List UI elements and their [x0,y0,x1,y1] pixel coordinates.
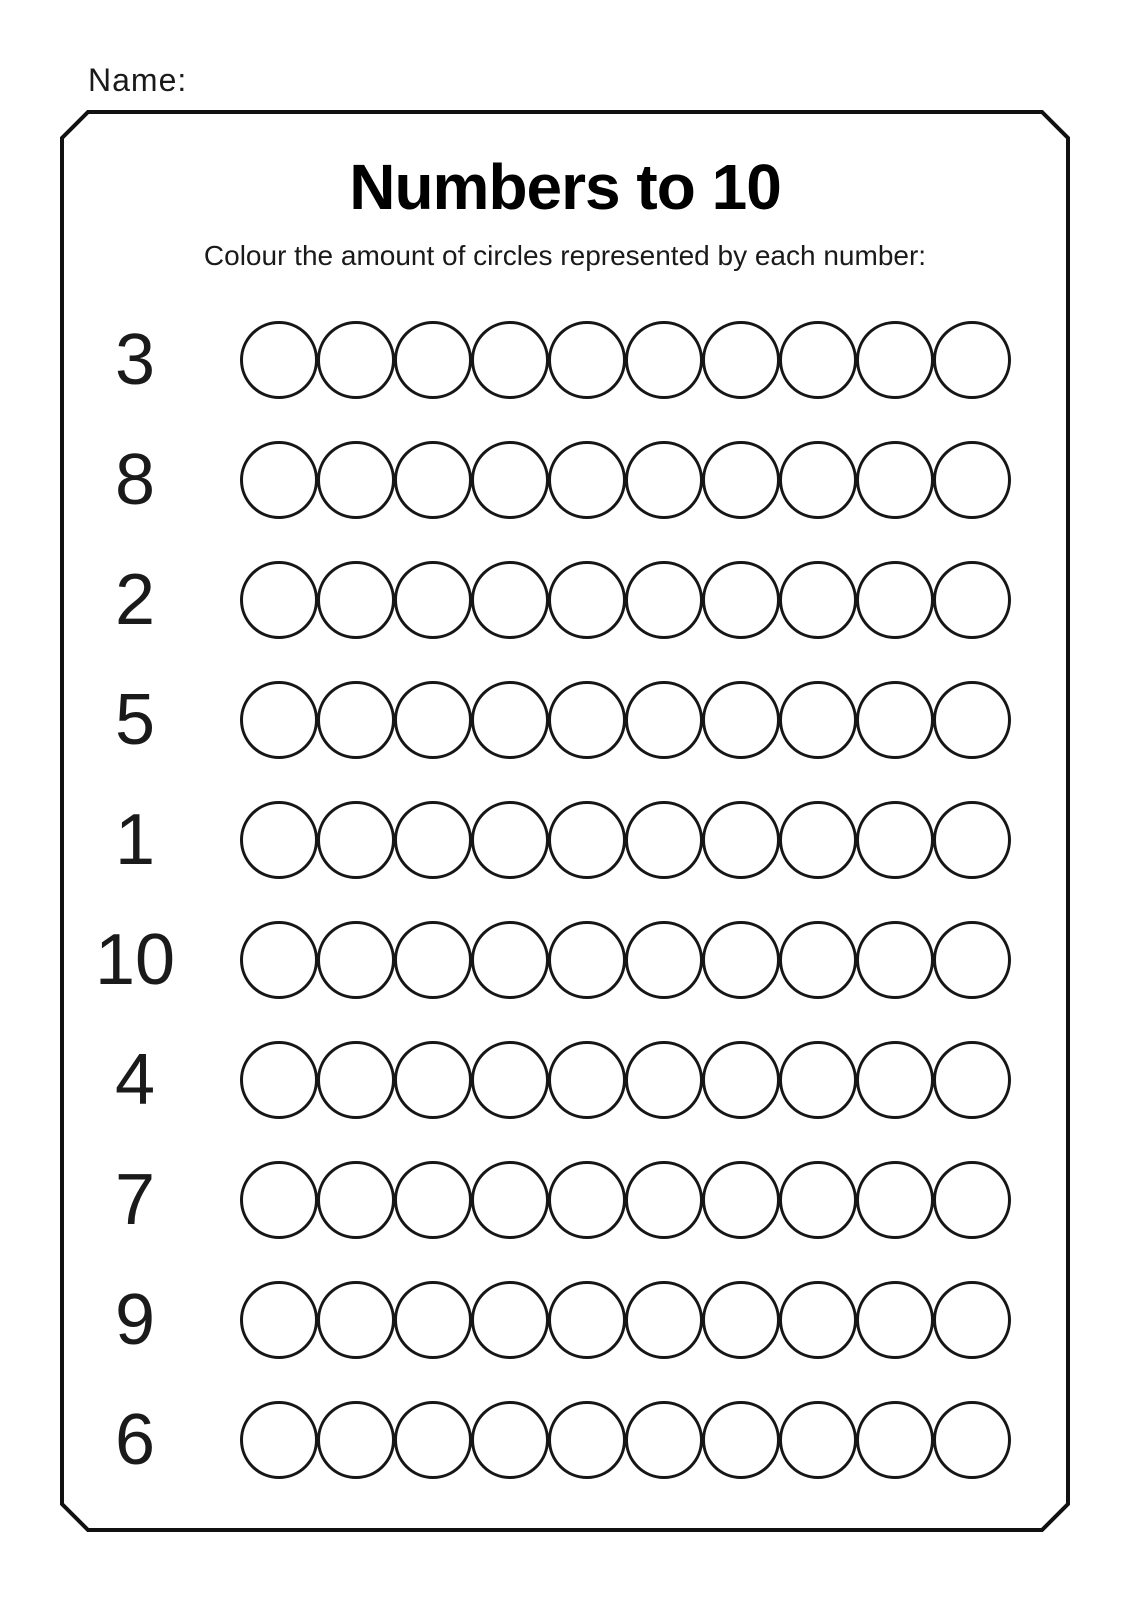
colorable-circle [702,1281,780,1359]
colorable-circle [856,1161,934,1239]
colorable-circle [779,681,857,759]
colorable-circle [317,1281,395,1359]
colorable-circle [779,801,857,879]
row-number-label: 10 [94,920,176,1000]
colorable-circle [471,681,549,759]
colorable-circle [548,441,626,519]
colorable-circle [856,1401,934,1479]
colorable-circle [240,1041,318,1119]
colorable-circle [394,681,472,759]
colorable-circle [394,441,472,519]
colorable-circle [933,921,1011,999]
number-row [60,900,1070,1020]
colorable-circle [394,1281,472,1359]
number-row [60,780,1070,900]
colorable-circle [779,1401,857,1479]
colorable-circle [702,561,780,639]
colorable-circle [548,321,626,399]
colorable-circle [240,441,318,519]
colorable-circle [856,801,934,879]
colorable-circle [394,1161,472,1239]
colorable-circle [317,681,395,759]
colorable-circle [471,1401,549,1479]
colorable-circle [240,321,318,399]
number-row [60,300,1070,420]
circle-group [240,1041,1010,1119]
circle-group [240,1401,1010,1479]
colorable-circle [394,921,472,999]
colorable-circle [856,321,934,399]
circle-group [240,321,1010,399]
colorable-circle [625,681,703,759]
colorable-circle [856,1281,934,1359]
colorable-circle [240,681,318,759]
colorable-circle [625,1041,703,1119]
colorable-circle [933,321,1011,399]
colorable-circle [933,1281,1011,1359]
colorable-circle [933,441,1011,519]
colorable-circle [548,801,626,879]
colorable-circle [625,801,703,879]
colorable-circle [933,561,1011,639]
colorable-circle [625,921,703,999]
number-row [60,660,1070,780]
number-row [60,1140,1070,1260]
colorable-circle [779,441,857,519]
colorable-circle [240,1161,318,1239]
colorable-circle [779,561,857,639]
row-number-label: 4 [114,1040,156,1120]
colorable-circle [471,801,549,879]
colorable-circle [779,921,857,999]
colorable-circle [548,561,626,639]
circle-group [240,1161,1010,1239]
name-label: Name: [88,62,188,98]
colorable-circle [240,1401,318,1479]
colorable-circle [240,801,318,879]
colorable-circle [240,561,318,639]
number-row [60,1380,1070,1500]
colorable-circle [625,1281,703,1359]
colorable-circle [856,561,934,639]
colorable-circle [702,1041,780,1119]
rows-container [60,300,1070,1500]
colorable-circle [394,561,472,639]
colorable-circle [779,1041,857,1119]
colorable-circle [856,681,934,759]
colorable-circle [317,1041,395,1119]
colorable-circle [471,1161,549,1239]
row-number-label: 3 [114,320,156,400]
colorable-circle [317,561,395,639]
colorable-circle [240,1281,318,1359]
number-row [60,1260,1070,1380]
colorable-circle [471,1041,549,1119]
circle-group [240,801,1010,879]
colorable-circle [240,921,318,999]
colorable-circle [471,561,549,639]
row-number-label: 2 [114,560,156,640]
colorable-circle [548,1161,626,1239]
circle-group [240,441,1010,519]
circle-group [240,1281,1010,1359]
colorable-circle [394,321,472,399]
row-number-label: 1 [114,800,156,880]
colorable-circle [548,681,626,759]
colorable-circle [779,321,857,399]
colorable-circle [317,321,395,399]
colorable-circle [933,681,1011,759]
row-number-label: 8 [114,440,156,520]
row-number-label: 9 [114,1280,156,1360]
colorable-circle [317,801,395,879]
colorable-circle [471,1281,549,1359]
colorable-circle [856,1041,934,1119]
colorable-circle [317,921,395,999]
colorable-circle [394,1401,472,1479]
colorable-circle [471,921,549,999]
colorable-circle [625,561,703,639]
colorable-circle [933,801,1011,879]
colorable-circle [702,1401,780,1479]
colorable-circle [317,441,395,519]
colorable-circle [779,1281,857,1359]
instruction-text: Colour the amount of circles represented by each number: [203,240,927,271]
row-number-label: 5 [114,680,156,760]
colorable-circle [856,921,934,999]
colorable-circle [394,801,472,879]
colorable-circle [933,1401,1011,1479]
colorable-circle [702,1161,780,1239]
colorable-circle [548,1401,626,1479]
number-row [60,420,1070,540]
colorable-circle [933,1161,1011,1239]
colorable-circle [625,1161,703,1239]
colorable-circle [625,321,703,399]
row-number-label: 7 [114,1160,156,1240]
circle-group [240,921,1010,999]
row-number-label: 6 [114,1400,156,1480]
colorable-circle [702,921,780,999]
number-row [60,1020,1070,1140]
colorable-circle [394,1041,472,1119]
colorable-circle [856,441,934,519]
colorable-circle [702,801,780,879]
colorable-circle [548,921,626,999]
colorable-circle [471,321,549,399]
colorable-circle [317,1161,395,1239]
colorable-circle [702,681,780,759]
colorable-circle [779,1161,857,1239]
colorable-circle [471,441,549,519]
colorable-circle [548,1281,626,1359]
colorable-circle [625,1401,703,1479]
colorable-circle [933,1041,1011,1119]
colorable-circle [317,1401,395,1479]
colorable-circle [702,321,780,399]
circle-group [240,681,1010,759]
colorable-circle [702,441,780,519]
number-row [60,540,1070,660]
worksheet-sheet [60,110,1070,1532]
colorable-circle [548,1041,626,1119]
page-title: Numbers to 10 [349,151,781,223]
colorable-circle [625,441,703,519]
circle-group [240,561,1010,639]
